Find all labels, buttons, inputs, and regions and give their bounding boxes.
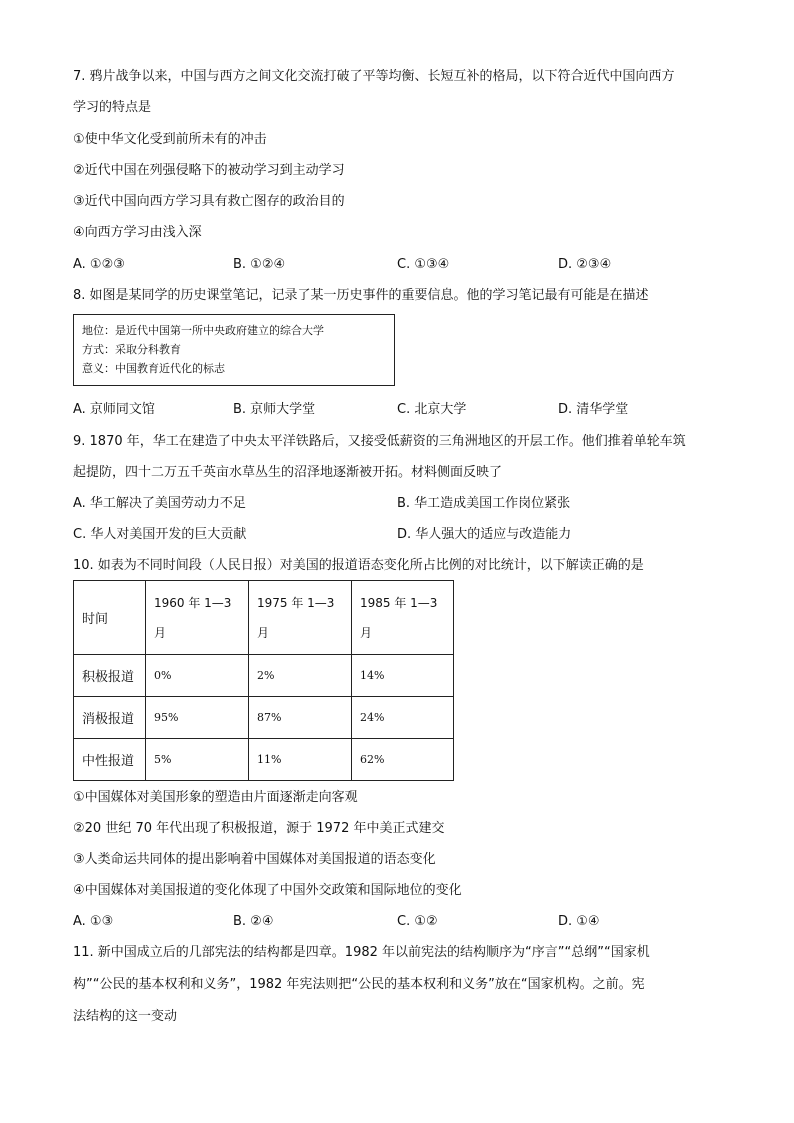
row-label-neutral: 中性报道	[74, 739, 146, 781]
q11-stem-line3: 法结构的这一变动	[73, 1009, 178, 1024]
q8-option-c[interactable]: C. 北京大学	[397, 402, 467, 417]
table-row	[74, 739, 454, 781]
q10-option-a[interactable]: A. ①③	[73, 914, 114, 929]
q7-statement-3: ③近代中国向西方学习具有救亡图存的政治目的	[73, 194, 345, 209]
q10-stem: 10. 如表为不同时间段（人民日报）对美国的报道语态变化所占比例的对比统计，以下解读正确的是	[73, 558, 644, 573]
table-row	[74, 655, 454, 697]
q8-note-significance: 意义：中国教育近代化的标志	[82, 362, 225, 375]
table-cell: 5%	[146, 739, 249, 781]
table-cell: 2%	[249, 655, 352, 697]
table-cell: 14%	[352, 655, 454, 697]
q8-note-status: 地位：是近代中国第一所中央政府建立的综合大学	[82, 324, 324, 337]
q8-class-notes-box	[73, 314, 395, 386]
header-1975-line2: 月	[257, 625, 270, 640]
q10-option-d[interactable]: D. ①④	[558, 914, 600, 929]
table-corner-cell: 时间	[74, 581, 146, 655]
q8-option-d[interactable]: D. 清华学堂	[558, 402, 629, 417]
table-row	[74, 697, 454, 739]
table-header-row	[74, 581, 454, 655]
table-cell: 0%	[146, 655, 249, 697]
table-header-1960	[146, 581, 249, 655]
q8-note-method: 方式：采取分科教育	[82, 343, 181, 356]
q7-option-d[interactable]: D. ②③④	[558, 257, 612, 272]
table-cell: 87%	[249, 697, 352, 739]
header-1960-line1: 1960 年 1—3	[154, 595, 232, 610]
q7-statement-1: ①使中华文化受到前所未有的冲击	[73, 132, 267, 147]
table-header-1975	[249, 581, 352, 655]
q10-statement-3: ③人类命运共同体的提出影响着中国媒体对美国报道的语态变化	[73, 852, 436, 867]
q7-statement-2: ②近代中国在列强侵略下的被动学习到主动学习	[73, 163, 345, 178]
q9-stem-line2: 起提防，四十二万五千英亩水草丛生的沼泽地逐渐被开拓。材料侧面反映了	[73, 465, 503, 480]
q10-option-b[interactable]: B. ②④	[233, 914, 274, 929]
q8-stem: 8. 如图是某同学的历史课堂笔记，记录了某一历史事件的重要信息。他的学习笔记最有可能是在描述	[73, 288, 649, 303]
q7-option-b[interactable]: B. ①②④	[233, 257, 286, 272]
table-cell: 95%	[146, 697, 249, 739]
q10-statement-2: ②20 世纪 70 年代出现了积极报道，源于 1972 年中美正式建交	[73, 821, 445, 836]
header-1985-line1: 1985 年 1—3	[360, 595, 438, 610]
q9-option-d[interactable]: D. 华人强大的适应与改造能力	[397, 527, 572, 542]
row-label-negative: 消极报道	[74, 697, 146, 739]
q10-statement-1: ①中国媒体对美国形象的塑造由片面逐渐走向客观	[73, 790, 358, 805]
q11-stem-line2: 构”“公民的基本权利和义务”，1982 年宪法则把“公民的基本权利和义务”放在“国家机构。之前。宪	[73, 977, 645, 992]
q9-stem-line1: 9. 1870 年，华工在建造了中央太平洋铁路后，又接受低薪资的三角洲地区的开层工作。他们推着单轮车筑	[73, 434, 686, 449]
q7-stem-line2: 学习的特点是	[73, 100, 152, 115]
table-cell: 62%	[352, 739, 454, 781]
header-1960-line2: 月	[154, 625, 167, 640]
q8-option-a[interactable]: A. 京师同文馆	[73, 402, 155, 417]
q7-option-a[interactable]: A. ①②③	[73, 257, 125, 272]
q9-option-b[interactable]: B. 华工造成美国工作岗位紧张	[397, 496, 571, 511]
q10-option-c[interactable]: C. ①②	[397, 914, 438, 929]
row-label-positive: 积极报道	[74, 655, 146, 697]
header-1985-line2: 月	[360, 625, 373, 640]
table-cell: 11%	[249, 739, 352, 781]
q10-statement-4: ④中国媒体对美国报道的变化体现了中国外交政策和国际地位的变化	[73, 883, 462, 898]
q7-stem-line1: 7. 鸦片战争以来，中国与西方之间文化交流打破了平等均衡、长短互补的格局，以下符合近代中国向西方	[73, 69, 675, 84]
q8-option-b[interactable]: B. 京师大学堂	[233, 402, 316, 417]
q9-option-a[interactable]: A. 华工解决了美国劳动力不足	[73, 496, 246, 511]
q10-report-table	[73, 580, 454, 781]
q9-option-c[interactable]: C. 华人对美国开发的巨大贡献	[73, 527, 247, 542]
table-cell: 24%	[352, 697, 454, 739]
q11-stem-line1: 11. 新中国成立后的几部宪法的结构都是四章。1982 年以前宪法的结构顺序为“序言”“总纲”“国家机	[73, 945, 650, 960]
q7-option-c[interactable]: C. ①③④	[397, 257, 450, 272]
q7-statement-4: ④向西方学习由浅入深	[73, 225, 202, 240]
header-1975-line1: 1975 年 1—3	[257, 595, 335, 610]
table-header-1985	[352, 581, 454, 655]
